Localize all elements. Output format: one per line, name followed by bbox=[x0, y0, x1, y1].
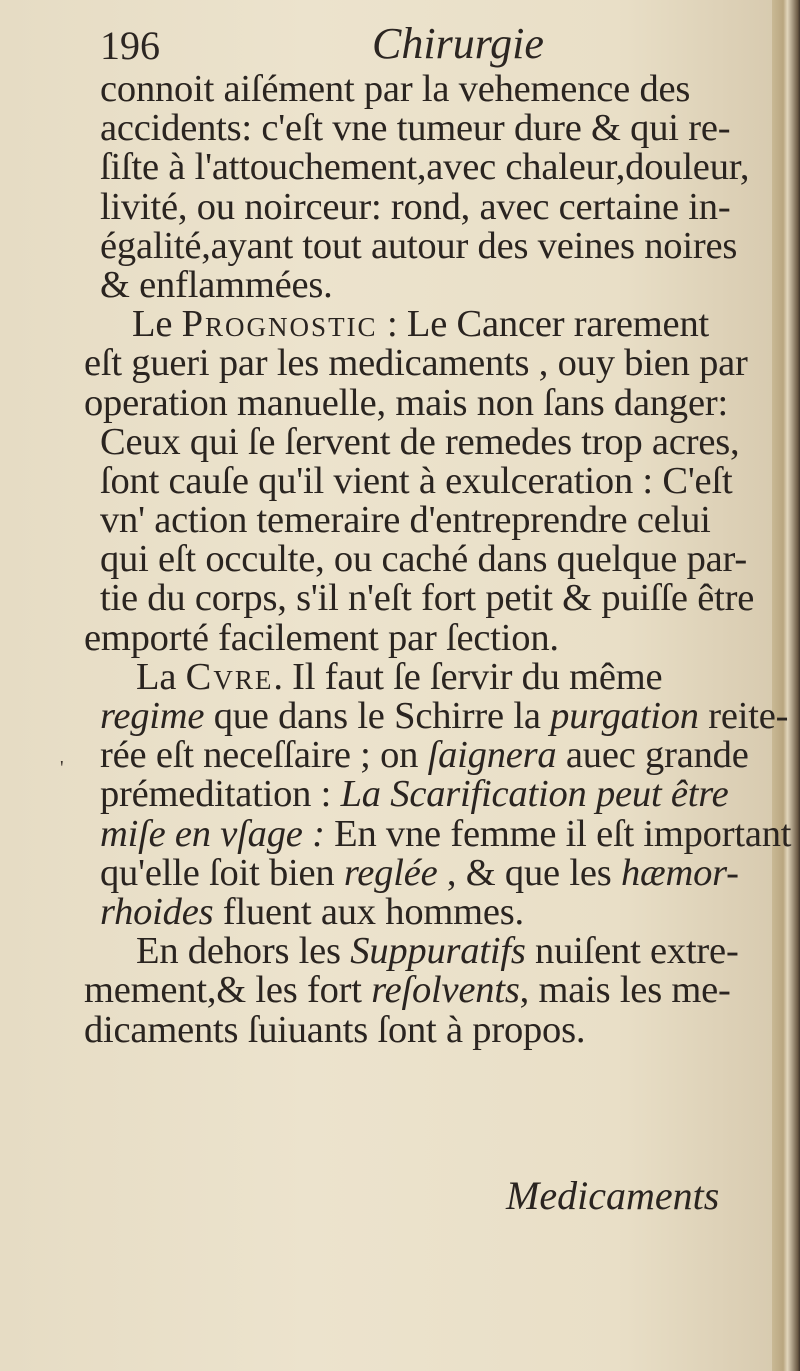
text-segment: En vne femme il eſt important bbox=[324, 812, 792, 855]
text-segment: & enflammées. bbox=[100, 263, 333, 306]
text-segment: , & que les bbox=[437, 851, 621, 894]
text-segment: eſt gueri par les medicaments , ouy bien par bbox=[84, 342, 748, 385]
text-line bbox=[84, 579, 764, 618]
text-segment: Le bbox=[132, 303, 182, 346]
italic-phrase: reglée bbox=[343, 851, 438, 894]
text-segment: auec grande bbox=[556, 734, 749, 777]
text-line bbox=[84, 736, 764, 775]
italic-phrase: miſe en vſage : bbox=[100, 812, 325, 855]
text-segment: reite- bbox=[698, 695, 789, 737]
text-line bbox=[84, 224, 764, 267]
margin-mark: ' bbox=[60, 757, 64, 779]
body-text bbox=[84, 68, 792, 1051]
text-segment: nuiſent extre- bbox=[525, 930, 739, 973]
text-segment: rée eſt neceſſaire ; on bbox=[100, 734, 428, 777]
text-segment: égalité,ayant tout autour des veines noires bbox=[100, 224, 738, 267]
italic-phrase: La Scarification peut être bbox=[340, 773, 729, 816]
page-edge bbox=[772, 0, 800, 1371]
text-segment: ſont cauſe qu'il vient à exulceration : C'eſt bbox=[100, 459, 733, 502]
italic-phrase: reſolvents bbox=[371, 969, 520, 1012]
text-line bbox=[84, 775, 764, 814]
italic-phrase: regime bbox=[100, 695, 205, 737]
text-line bbox=[84, 459, 764, 502]
text-line bbox=[84, 851, 764, 894]
text-line bbox=[84, 501, 764, 540]
text-line bbox=[84, 381, 764, 424]
small-caps-heading: Cvre bbox=[185, 655, 274, 698]
page-header bbox=[100, 16, 760, 70]
italic-phrase: Suppuratifs bbox=[350, 930, 526, 973]
text-line bbox=[84, 420, 764, 463]
running-title: Chirurgie bbox=[372, 19, 544, 68]
text-line bbox=[84, 109, 764, 148]
text-line bbox=[84, 890, 764, 933]
italic-phrase: rhoides bbox=[100, 890, 214, 933]
text-line bbox=[84, 148, 764, 187]
text-line bbox=[84, 616, 764, 659]
text-segment: vn' action temeraire d'entreprendre celui bbox=[100, 499, 711, 542]
text-segment: dicaments ſuiuants ſont à propos. bbox=[84, 1008, 586, 1051]
text-segment: . Il faut ſe ſervir du même bbox=[273, 655, 663, 698]
text-segment: emporté facilement par ſection. bbox=[84, 616, 559, 659]
page-number: 196 bbox=[100, 23, 160, 68]
text-line bbox=[84, 932, 764, 971]
italic-phrase: ſaignera bbox=[427, 734, 557, 777]
text-segment: qui eſt occulte, ou caché dans quelque par- bbox=[100, 538, 747, 581]
text-segment: tie du corps, s'il n'eſt fort petit & puiſſe être bbox=[100, 577, 755, 620]
text-segment: , mais les me- bbox=[519, 969, 731, 1012]
text-segment: operation manuelle, mais non ſans danger: bbox=[84, 381, 728, 424]
text-segment: ſiſte à l'attouchement,avec chaleur,douleur, bbox=[100, 146, 750, 189]
text-segment: connoit aiſément par la vehemence des bbox=[100, 68, 691, 110]
italic-phrase: purgation bbox=[550, 695, 699, 737]
text-line bbox=[84, 344, 764, 383]
text-line bbox=[84, 540, 764, 579]
small-caps-heading: Prognostic bbox=[181, 303, 378, 346]
text-line bbox=[84, 70, 764, 109]
text-segment: Ceux qui ſe ſervent de remedes trop acres, bbox=[100, 420, 740, 463]
text-segment: : Le Cancer rarement bbox=[377, 303, 709, 346]
text-segment: accidents: c'eſt vne tumeur dure & qui re- bbox=[100, 107, 731, 150]
text-line bbox=[84, 1008, 764, 1051]
text-line bbox=[84, 185, 764, 228]
text-segment: livité, ou noirceur: rond, avec certaine in- bbox=[100, 185, 731, 228]
text-segment: La bbox=[136, 655, 186, 698]
text-line bbox=[84, 971, 764, 1010]
text-segment: qu'elle ſoit bien bbox=[100, 851, 344, 894]
text-segment: En dehors les bbox=[136, 930, 351, 973]
text-segment: que dans le Schirre la bbox=[204, 695, 551, 737]
text-segment: mement,& les fort bbox=[84, 969, 372, 1012]
text-segment: fluent aux hommes. bbox=[213, 890, 524, 933]
italic-phrase: hæmor- bbox=[620, 851, 739, 894]
text-line bbox=[84, 695, 789, 737]
text-line bbox=[84, 655, 764, 698]
text-line bbox=[84, 263, 764, 306]
catchword: Medicaments bbox=[506, 1173, 720, 1218]
text-line bbox=[84, 305, 764, 344]
text-line bbox=[84, 812, 792, 855]
text-segment: prémeditation : bbox=[100, 773, 341, 816]
